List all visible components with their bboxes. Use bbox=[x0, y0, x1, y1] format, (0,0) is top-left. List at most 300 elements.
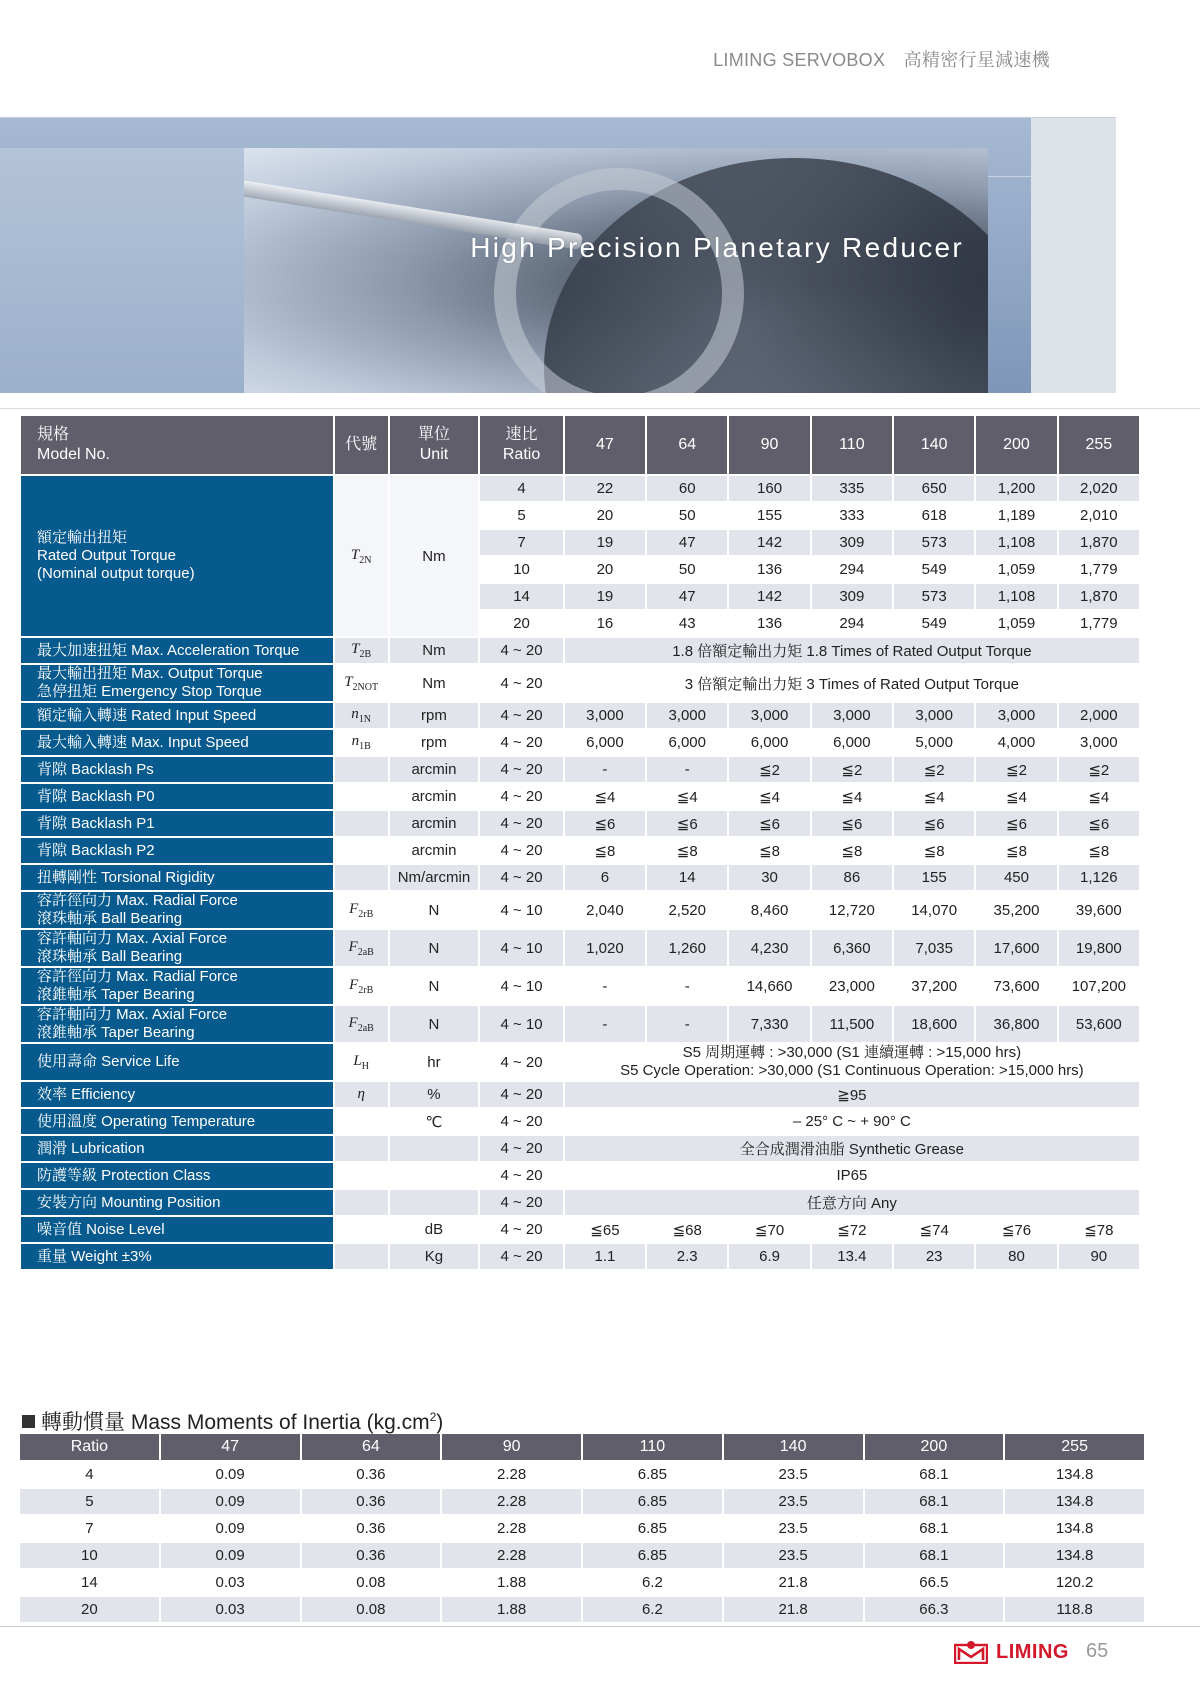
code-symbol: L bbox=[353, 1052, 362, 1069]
inertia-header-cell: 110 bbox=[583, 1434, 722, 1460]
unit-cell: hr bbox=[390, 1044, 479, 1080]
row-label bbox=[21, 1082, 333, 1107]
unit-cell: rpm bbox=[390, 703, 479, 728]
row-label bbox=[21, 1163, 333, 1188]
code-cell bbox=[335, 811, 388, 836]
value-cell: 60 bbox=[647, 476, 727, 501]
ratio-cell: 4 ~ 20 bbox=[480, 757, 562, 782]
table-row bbox=[21, 930, 1139, 966]
value-cell: 1,020 bbox=[565, 930, 645, 966]
unit-cell bbox=[390, 1136, 479, 1161]
inertia-cell: 7 bbox=[20, 1516, 159, 1541]
inertia-cell: 0.36 bbox=[302, 1489, 441, 1514]
value-cell: 142 bbox=[729, 584, 809, 609]
inertia-cell: 0.03 bbox=[161, 1597, 300, 1622]
table-row bbox=[21, 665, 1139, 701]
inertia-cell: 21.8 bbox=[724, 1597, 863, 1622]
row-label bbox=[21, 930, 333, 966]
code-cell bbox=[335, 1244, 388, 1269]
table-row bbox=[21, 703, 1139, 728]
inertia-cell: 2.28 bbox=[442, 1489, 581, 1514]
ratio-cell: 14 bbox=[480, 584, 562, 609]
inertia-cell: 68.1 bbox=[865, 1462, 1004, 1487]
value-cell: 6,360 bbox=[812, 930, 892, 966]
value-cell: 80 bbox=[976, 1244, 1056, 1269]
row-label-line: 滾珠軸承 Ball Bearing bbox=[37, 948, 183, 965]
value-cell: 47 bbox=[647, 530, 727, 555]
code-cell bbox=[335, 930, 388, 966]
inertia-header-cell: 255 bbox=[1005, 1434, 1144, 1460]
span-value-cell bbox=[565, 1190, 1139, 1215]
unit-cell: dB bbox=[390, 1217, 479, 1242]
value-cell: - bbox=[647, 1006, 727, 1042]
value-cell: 7,035 bbox=[894, 930, 974, 966]
value-cell: 450 bbox=[976, 865, 1056, 890]
unit-cell: arcmin bbox=[390, 838, 479, 863]
value-cell: ≦6 bbox=[812, 811, 892, 836]
code-cell bbox=[335, 1044, 388, 1080]
inertia-header-cell: 90 bbox=[442, 1434, 581, 1460]
row-label bbox=[21, 638, 333, 663]
inertia-header-cell: 140 bbox=[724, 1434, 863, 1460]
inertia-cell: 5 bbox=[20, 1489, 159, 1514]
value-cell: 136 bbox=[729, 611, 809, 636]
inertia-cell: 68.1 bbox=[865, 1543, 1004, 1568]
unit-cell: N bbox=[390, 930, 479, 966]
code-cell bbox=[335, 665, 388, 701]
code-cell bbox=[335, 892, 388, 928]
value-cell: 19 bbox=[565, 584, 645, 609]
span-value-cell bbox=[565, 1082, 1139, 1107]
code-subscript: 2rB bbox=[358, 908, 374, 920]
unit-cell: Nm bbox=[390, 638, 479, 663]
value-cell: 294 bbox=[812, 557, 892, 582]
header-model-255: 255 bbox=[1059, 416, 1139, 474]
inertia-cell: 2.28 bbox=[442, 1516, 581, 1541]
value-cell: ≦4 bbox=[565, 784, 645, 809]
span-value-cell bbox=[565, 1109, 1139, 1134]
ratio-cell: 4 ~ 20 bbox=[480, 730, 562, 755]
value-cell: - bbox=[647, 968, 727, 1004]
table-row bbox=[21, 838, 1139, 863]
header-model-64: 64 bbox=[647, 416, 727, 474]
value-cell: 39,600 bbox=[1059, 892, 1139, 928]
value-cell: ≦8 bbox=[894, 838, 974, 863]
value-cell: 155 bbox=[729, 503, 809, 528]
code-subscript: 2NOT bbox=[352, 681, 379, 693]
inertia-cell: 6.85 bbox=[583, 1543, 722, 1568]
code-cell bbox=[335, 1136, 388, 1161]
span-value-cell bbox=[565, 1044, 1139, 1080]
value-cell: 549 bbox=[894, 557, 974, 582]
inertia-cell: 14 bbox=[20, 1570, 159, 1595]
value-cell: 23,000 bbox=[812, 968, 892, 1004]
value-cell: 90 bbox=[1059, 1244, 1139, 1269]
row-label bbox=[21, 757, 333, 782]
row-label-line: 額定輸入轉速 Rated Input Speed bbox=[37, 706, 257, 724]
banner-left-panel bbox=[0, 148, 244, 393]
code-cell bbox=[335, 1163, 388, 1188]
value-cell: 1,108 bbox=[976, 530, 1056, 555]
value-cell: ≦8 bbox=[976, 838, 1056, 863]
inertia-cell: 68.1 bbox=[865, 1489, 1004, 1514]
value-cell: 2,520 bbox=[647, 892, 727, 928]
banner-right-panel bbox=[1031, 118, 1116, 393]
inertia-table bbox=[18, 1432, 1146, 1624]
value-cell: 4,000 bbox=[976, 730, 1056, 755]
header-model: 規格 Model No. bbox=[21, 416, 333, 474]
value-cell: - bbox=[565, 757, 645, 782]
value-cell: 333 bbox=[812, 503, 892, 528]
inertia-cell: 0.09 bbox=[161, 1516, 300, 1541]
code-cell bbox=[335, 968, 388, 1004]
ratio-cell: 4 ~ 20 bbox=[480, 865, 562, 890]
inertia-cell: 2.28 bbox=[442, 1543, 581, 1568]
value-cell: 2,040 bbox=[565, 892, 645, 928]
row-label-line: 防護等級 Protection Class bbox=[37, 1166, 211, 1184]
row-label-line: 潤滑 Lubrication bbox=[37, 1139, 145, 1157]
value-cell: 1,779 bbox=[1059, 557, 1139, 582]
inertia-cell: 0.08 bbox=[302, 1570, 441, 1595]
value-cell: ≦8 bbox=[565, 838, 645, 863]
inertia-cell: 1.88 bbox=[442, 1570, 581, 1595]
inertia-cell: 23.5 bbox=[724, 1516, 863, 1541]
span-value: 1.8 倍額定輸出力矩 1.8 Times of Rated Output Torque bbox=[672, 643, 1032, 660]
code-subscript: 2B bbox=[359, 649, 372, 660]
unit-cell: N bbox=[390, 1006, 479, 1042]
row-label bbox=[21, 865, 333, 890]
value-cell: ≦8 bbox=[812, 838, 892, 863]
value-cell: ≦4 bbox=[894, 784, 974, 809]
inertia-cell: 6.85 bbox=[583, 1462, 722, 1487]
code-cell bbox=[335, 703, 388, 728]
table-row bbox=[21, 1082, 1139, 1107]
code-symbol: T bbox=[351, 641, 360, 657]
value-cell: 107,200 bbox=[1059, 968, 1139, 1004]
ratio-cell: 4 ~ 20 bbox=[480, 638, 562, 663]
table-row bbox=[21, 1044, 1139, 1080]
unit-cell bbox=[390, 1163, 479, 1188]
table-row bbox=[21, 1190, 1139, 1215]
ratio-cell: 4 ~ 20 bbox=[480, 838, 562, 863]
value-cell: 7,330 bbox=[729, 1006, 809, 1042]
table-row bbox=[20, 1543, 1144, 1568]
code-cell bbox=[335, 1006, 388, 1042]
inertia-cell: 120.2 bbox=[1005, 1570, 1144, 1595]
ratio-cell: 4 ~ 10 bbox=[480, 968, 562, 1004]
value-cell: 37,200 bbox=[894, 968, 974, 1004]
code-symbol: F bbox=[349, 900, 359, 917]
header-model-90: 90 bbox=[729, 416, 809, 474]
value-cell: ≦8 bbox=[647, 838, 727, 863]
unit-cell bbox=[390, 1190, 479, 1215]
row-label-line: 最大輸入轉速 Max. Input Speed bbox=[37, 733, 249, 751]
row-label bbox=[21, 1044, 333, 1080]
code-cell bbox=[335, 1082, 388, 1107]
span-value-2: S5 Cycle Operation: >30,000 (S1 Continuous Operation: >15,000 hrs) bbox=[620, 1062, 1084, 1079]
ratio-cell: 20 bbox=[480, 611, 562, 636]
unit-cell: Kg bbox=[390, 1244, 479, 1269]
value-cell: 1,189 bbox=[976, 503, 1056, 528]
value-cell: 160 bbox=[729, 476, 809, 501]
code-symbol: F bbox=[348, 1014, 358, 1031]
row-label-line: 使用壽命 Service Life bbox=[37, 1053, 180, 1070]
row-label-line: 背隙 Backlash P2 bbox=[37, 841, 155, 859]
value-cell: ≦8 bbox=[1059, 838, 1139, 863]
inertia-cell: 134.8 bbox=[1005, 1489, 1144, 1514]
row-label-line: 容許軸向力 Max. Axial Force bbox=[37, 1006, 228, 1023]
row-label-line: 扭轉剛性 Torsional Rigidity bbox=[37, 868, 215, 886]
value-cell: 30 bbox=[729, 865, 809, 890]
code-cell bbox=[335, 1190, 388, 1215]
ratio-cell: 4 bbox=[480, 476, 562, 501]
table-row bbox=[21, 1163, 1139, 1188]
row-label-line: 效率 Efficiency bbox=[37, 1085, 136, 1103]
value-cell: ≦2 bbox=[1059, 757, 1139, 782]
value-cell: 47 bbox=[647, 584, 727, 609]
ratio-cell: 10 bbox=[480, 557, 562, 582]
row-label-line: 使用溫度 Operating Temperature bbox=[37, 1112, 256, 1130]
value-cell: 6,000 bbox=[812, 730, 892, 755]
value-cell: 16 bbox=[565, 611, 645, 636]
value-cell: 136 bbox=[729, 557, 809, 582]
value-cell: 1,059 bbox=[976, 611, 1056, 636]
span-value: 全合成潤滑油脂 Synthetic Grease bbox=[739, 1141, 964, 1158]
row-label bbox=[21, 703, 333, 728]
ratio-cell: 4 ~ 20 bbox=[480, 1244, 562, 1269]
row-label bbox=[21, 784, 333, 809]
header-model-47: 47 bbox=[565, 416, 645, 474]
row-label bbox=[21, 811, 333, 836]
value-cell: ≦72 bbox=[812, 1217, 892, 1242]
value-cell: ≦8 bbox=[729, 838, 809, 863]
value-cell: 3,000 bbox=[1059, 730, 1139, 755]
value-cell: 309 bbox=[812, 584, 892, 609]
value-cell: 53,600 bbox=[1059, 1006, 1139, 1042]
inertia-cell: 23.5 bbox=[724, 1462, 863, 1487]
value-cell: ≦76 bbox=[976, 1217, 1056, 1242]
inertia-cell: 21.8 bbox=[724, 1570, 863, 1595]
row-label-line: 背隙 Backlash P1 bbox=[37, 814, 155, 832]
span-value-cell bbox=[565, 1163, 1139, 1188]
unit-cell: N bbox=[390, 968, 479, 1004]
inertia-cell: 118.8 bbox=[1005, 1597, 1144, 1622]
table-row bbox=[21, 638, 1139, 663]
header-ratio: 速比 Ratio bbox=[480, 416, 562, 474]
inertia-header-cell: 200 bbox=[865, 1434, 1004, 1460]
value-cell: - bbox=[565, 1006, 645, 1042]
header-model-110: 110 bbox=[812, 416, 892, 474]
row-label-line: 額定輸出扭矩 bbox=[37, 529, 128, 546]
code-cell bbox=[335, 757, 388, 782]
separator-line bbox=[0, 408, 1200, 409]
value-cell: 19 bbox=[565, 530, 645, 555]
ratio-cell: 4 ~ 20 bbox=[480, 1136, 562, 1161]
table-row bbox=[21, 865, 1139, 890]
value-cell: 36,800 bbox=[976, 1006, 1056, 1042]
spec-header-row bbox=[21, 416, 1139, 474]
value-cell: 3,000 bbox=[565, 703, 645, 728]
value-cell: - bbox=[647, 757, 727, 782]
value-cell: 1,870 bbox=[1059, 530, 1139, 555]
unit-cell: arcmin bbox=[390, 811, 479, 836]
table-row bbox=[21, 892, 1139, 928]
value-cell: 12,720 bbox=[812, 892, 892, 928]
row-label bbox=[21, 1136, 333, 1161]
value-cell: 14 bbox=[647, 865, 727, 890]
page-header: LIMING SERVOBOX 高精密行星減速機 bbox=[713, 50, 1050, 70]
row-label-line: 容許徑向力 Max. Radial Force bbox=[37, 968, 238, 985]
row-label bbox=[21, 968, 333, 1004]
code-subscript: H bbox=[361, 1060, 369, 1072]
inertia-cell: 1.88 bbox=[442, 1597, 581, 1622]
unit-cell: Nm bbox=[390, 665, 479, 701]
value-cell: ≦65 bbox=[565, 1217, 645, 1242]
row-label bbox=[21, 1006, 333, 1042]
row-label-line: 重量 Weight ±3% bbox=[37, 1247, 152, 1265]
inertia-cell: 134.8 bbox=[1005, 1516, 1144, 1541]
value-cell: 35,200 bbox=[976, 892, 1056, 928]
inertia-cell: 0.08 bbox=[302, 1597, 441, 1622]
inertia-cell: 6.85 bbox=[583, 1516, 722, 1541]
inertia-cell: 23.5 bbox=[724, 1489, 863, 1514]
row-label-line: 最大加速扭矩 Max. Acceleration Torque bbox=[37, 641, 300, 659]
code-subscript: 2aB bbox=[357, 946, 374, 958]
inertia-header-cell: 64 bbox=[302, 1434, 441, 1460]
footer-divider bbox=[0, 1626, 1200, 1627]
inertia-cell: 10 bbox=[20, 1543, 159, 1568]
code-symbol: F bbox=[349, 976, 359, 993]
value-cell: 43 bbox=[647, 611, 727, 636]
value-cell: 86 bbox=[812, 865, 892, 890]
value-cell: 6 bbox=[565, 865, 645, 890]
value-cell: 4,230 bbox=[729, 930, 809, 966]
value-cell: 5,000 bbox=[894, 730, 974, 755]
table-row bbox=[20, 1597, 1144, 1622]
value-cell: ≦2 bbox=[812, 757, 892, 782]
value-cell: 142 bbox=[729, 530, 809, 555]
code-cell bbox=[335, 638, 388, 663]
unit-cell: ℃ bbox=[390, 1109, 479, 1134]
value-cell: ≦2 bbox=[976, 757, 1056, 782]
ratio-cell: 4 ~ 20 bbox=[480, 1082, 562, 1107]
row-label-line: (Nominal output torque) bbox=[37, 565, 195, 582]
value-cell: ≦4 bbox=[976, 784, 1056, 809]
value-cell: ≦74 bbox=[894, 1217, 974, 1242]
row-label-line: 最大輸出扭矩 Max. Output Torque bbox=[37, 665, 263, 682]
value-cell: 6,000 bbox=[565, 730, 645, 755]
value-cell: ≦6 bbox=[647, 811, 727, 836]
table-row bbox=[20, 1570, 1144, 1595]
code-symbol: T bbox=[344, 673, 353, 690]
ratio-cell: 4 ~ 20 bbox=[480, 784, 562, 809]
inertia-header-row bbox=[20, 1434, 1144, 1460]
code-cell bbox=[335, 865, 388, 890]
inertia-cell: 68.1 bbox=[865, 1516, 1004, 1541]
table-row bbox=[21, 757, 1139, 782]
value-cell: 20 bbox=[565, 557, 645, 582]
value-cell: 22 bbox=[565, 476, 645, 501]
row-label-line: 容許徑向力 Max. Radial Force bbox=[37, 892, 238, 909]
value-cell: 6,000 bbox=[647, 730, 727, 755]
header-model-200: 200 bbox=[976, 416, 1056, 474]
table-row bbox=[21, 1006, 1139, 1042]
ratio-cell: 4 ~ 20 bbox=[480, 703, 562, 728]
row-label-line: 背隙 Backlash Ps bbox=[37, 760, 154, 778]
inertia-cell: 0.36 bbox=[302, 1516, 441, 1541]
code-subscript: 1B bbox=[359, 741, 371, 752]
inertia-cell: 20 bbox=[20, 1597, 159, 1622]
table-row bbox=[21, 476, 1139, 501]
value-cell: 14,660 bbox=[729, 968, 809, 1004]
value-cell: 549 bbox=[894, 611, 974, 636]
header-unit: 單位 Unit bbox=[390, 416, 479, 474]
inertia-cell: 66.5 bbox=[865, 1570, 1004, 1595]
code-cell bbox=[335, 1109, 388, 1134]
inertia-cell: 6.2 bbox=[583, 1570, 722, 1595]
row-label bbox=[21, 665, 333, 701]
spec-table bbox=[19, 414, 1141, 1271]
value-cell: 14,070 bbox=[894, 892, 974, 928]
inertia-cell: 2.28 bbox=[442, 1462, 581, 1487]
value-cell: 8,460 bbox=[729, 892, 809, 928]
value-cell: 20 bbox=[565, 503, 645, 528]
value-cell: 650 bbox=[894, 476, 974, 501]
table-row bbox=[21, 1136, 1139, 1161]
ratio-cell: 4 ~ 10 bbox=[480, 892, 562, 928]
inertia-header-cell: 47 bbox=[161, 1434, 300, 1460]
hero-banner bbox=[0, 117, 1116, 393]
code-cell bbox=[335, 476, 388, 636]
unit-cell: arcmin bbox=[390, 757, 479, 782]
code-symbol: n bbox=[351, 706, 359, 722]
row-label-line: Rated Output Torque bbox=[37, 547, 176, 564]
value-cell: 573 bbox=[894, 530, 974, 555]
value-cell: ≦4 bbox=[812, 784, 892, 809]
ratio-cell: 7 bbox=[480, 530, 562, 555]
value-cell: 1,126 bbox=[1059, 865, 1139, 890]
value-cell: 2.3 bbox=[647, 1244, 727, 1269]
ratio-cell: 4 ~ 10 bbox=[480, 930, 562, 966]
row-label bbox=[21, 1190, 333, 1215]
value-cell: 1,260 bbox=[647, 930, 727, 966]
row-label bbox=[21, 1109, 333, 1134]
value-cell: 309 bbox=[812, 530, 892, 555]
span-value: 3 倍額定輸出力矩 3 Times of Rated Output Torque bbox=[684, 675, 1020, 693]
table-row bbox=[21, 784, 1139, 809]
row-label bbox=[21, 1244, 333, 1269]
span-value: S5 周期運轉 : >30,000 (S1 連續運轉 : >15,000 hrs) bbox=[682, 1044, 1022, 1061]
span-value-cell bbox=[565, 665, 1139, 701]
code-subscript: 1N bbox=[358, 714, 372, 725]
span-value: IP65 bbox=[836, 1167, 868, 1184]
value-cell: 2,000 bbox=[1059, 703, 1139, 728]
value-cell: 18,600 bbox=[894, 1006, 974, 1042]
value-cell: 6,000 bbox=[729, 730, 809, 755]
table-row bbox=[21, 1217, 1139, 1242]
value-cell: ≦68 bbox=[647, 1217, 727, 1242]
footer-brand: LIMING bbox=[996, 1641, 1069, 1663]
value-cell: 3,000 bbox=[647, 703, 727, 728]
row-label-line: 背隙 Backlash P0 bbox=[37, 787, 155, 805]
spec-body bbox=[21, 476, 1139, 1269]
value-cell: 3,000 bbox=[729, 703, 809, 728]
liming-logo-icon bbox=[954, 1640, 988, 1664]
code-cell bbox=[335, 784, 388, 809]
value-cell: 50 bbox=[647, 503, 727, 528]
span-value-cell bbox=[565, 1136, 1139, 1161]
inertia-cell: 4 bbox=[20, 1462, 159, 1487]
